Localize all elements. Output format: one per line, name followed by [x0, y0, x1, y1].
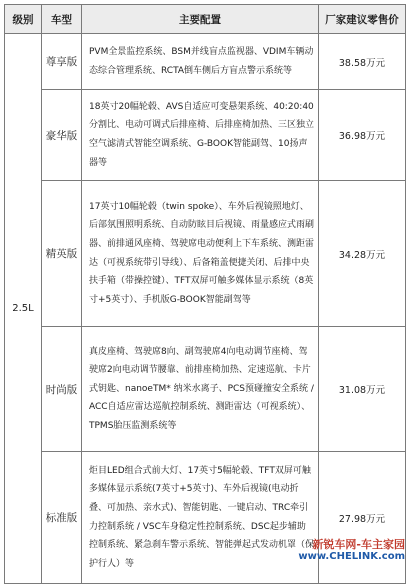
table-row — [5, 452, 406, 584]
model-cell: 标准版 — [42, 452, 82, 584]
config-cell: 18英寸20幅轮毂、AVS自适应可变悬架系统、40:20:40分割比、电动可调式后排座椅、后排座椅加热、三区独立空气滤清式智能空调系统、G-BOOK智能副驾、10扬声器等 — [82, 90, 319, 181]
config-price-table — [4, 4, 406, 584]
site-watermark — [298, 538, 405, 563]
config-cell: 真皮座椅、驾驶席8向、副驾驶席4向电动调节座椅、驾驶席2向电动调节腰靠、前排座椅加热、定速巡航、卡片式钥匙、nanoeTM* 纳米水离子、PCS预碰撞安全系统 / ACC自适应雷达巡航控制系统、测距雷达（可视系统）、TPMS胎压监测系统等 — [82, 327, 319, 452]
config-cell: PVM全景监控系统、BSM并线盲点监视器、VDIM车辆动态综合管理系统、RCTA倒车侧后方盲点警示系统等 — [82, 34, 319, 90]
price-cell: 36.98万元 — [319, 90, 406, 181]
price-cell: 27.98万元 — [319, 452, 406, 584]
model-cell: 精英版 — [42, 181, 82, 327]
level-cell: 2.5L — [5, 34, 42, 584]
config-cell: 17英寸10幅轮毂（twin spoke）、车外后视镜照地灯、后部氛围照明系统、自动防眩目后视镜、雨量感应式雨刷器、前排通风座椅、驾驶席电动便利上下车系统、测距雷达（可视系统带引导线）、后备箱盖便捷关闭、后排中央扶手箱（带操控键）、TFT双屏可触多媒体显示系统（8英寸+5英寸）、手机版G-BOOK智能副驾等 — [82, 181, 319, 327]
model-cell: 豪华版 — [42, 90, 82, 181]
header-price: 厂家建议零售价 — [319, 5, 406, 34]
model-cell: 时尚版 — [42, 327, 82, 452]
table-row — [5, 181, 406, 327]
watermark-title: 新锐车网-车主家园 — [312, 538, 405, 551]
price-cell: 31.08万元 — [319, 327, 406, 452]
price-cell: 34.28万元 — [319, 181, 406, 327]
header-model: 车型 — [42, 5, 82, 34]
watermark-url: www.CHELINK.com — [298, 551, 405, 562]
model-cell: 尊享版 — [42, 34, 82, 90]
header-level: 级别 — [5, 5, 42, 34]
table-row — [5, 90, 406, 181]
table-row — [5, 327, 406, 452]
header-config: 主要配置 — [82, 5, 319, 34]
config-cell: 炬目LED组合式前大灯、17英寸5幅轮毂、TFT双屏可触多媒体显示系统(7英寸+5英寸)、车外后视镜(电动折叠、可加热、亲水式)、智能钥匙、一键启动、TRC牵引力控制系统 / VSC车身稳定性控制系统、DSC起步辅助控制系统、紧急刹车警示系统、智能弹起式发动机罩（保护行人）等 — [82, 452, 319, 584]
table-header-row — [5, 5, 406, 34]
table-row — [5, 34, 406, 90]
price-cell: 38.58万元 — [319, 34, 406, 90]
